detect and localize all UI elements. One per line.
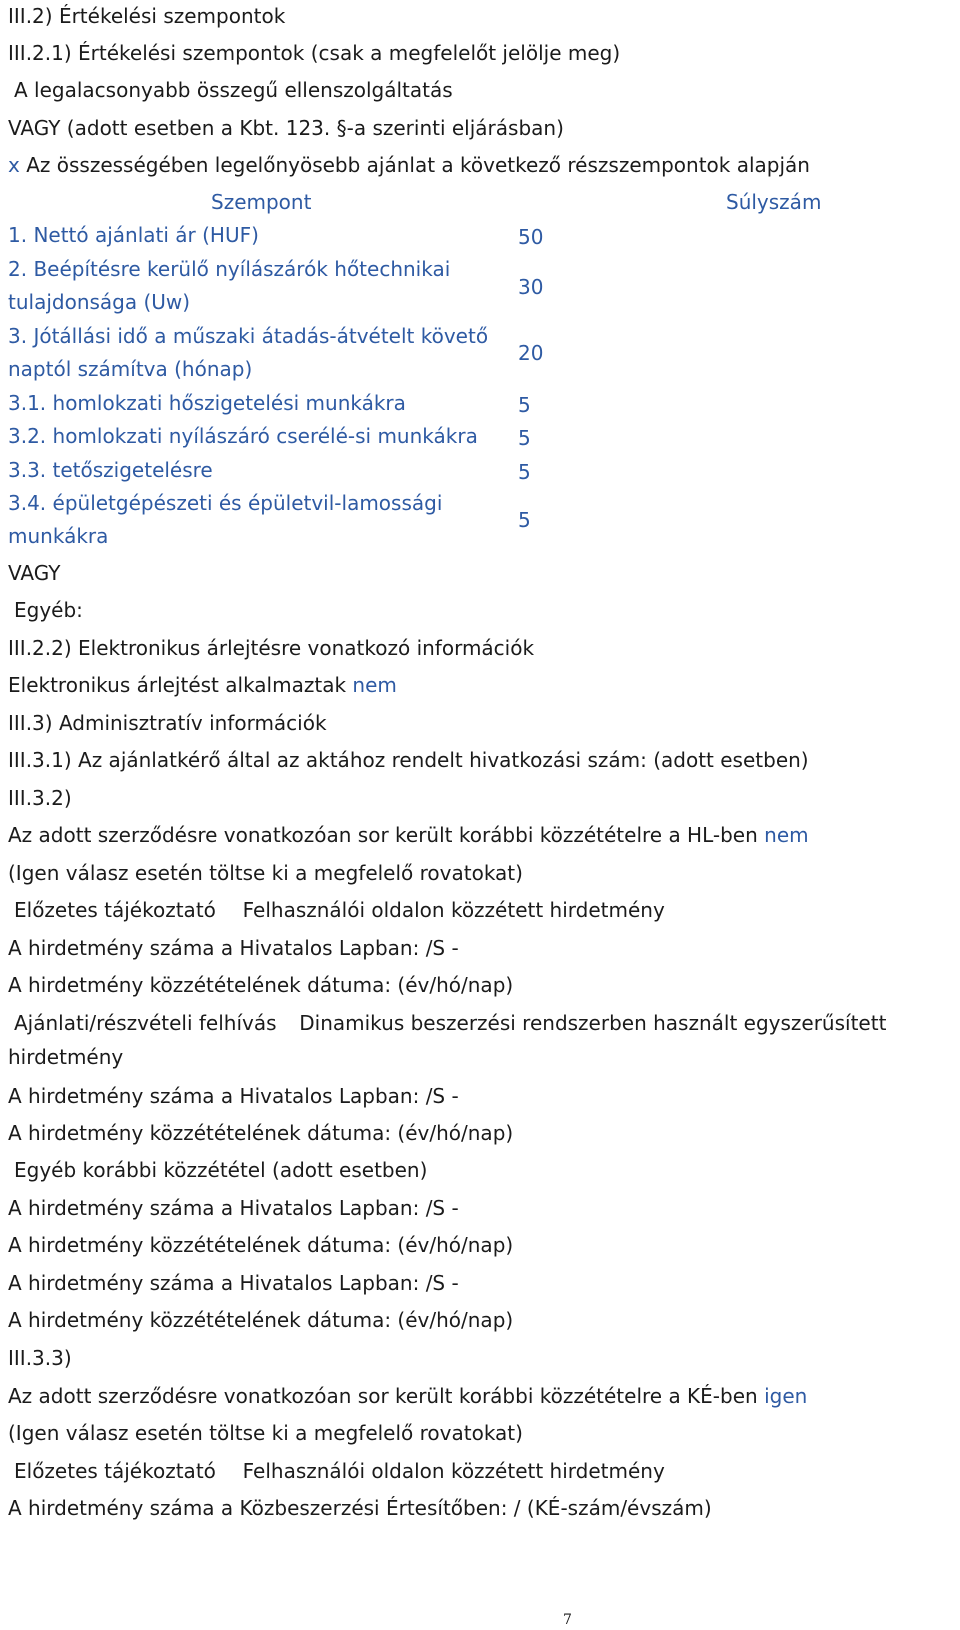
- hl-notice-number-4: A hirdetmény száma a Hivatalos Lapban: /S -: [8, 1271, 459, 1295]
- section-title: III.2) Értékelési szempontok: [8, 4, 286, 28]
- hl-notice-date-2: A hirdetmény közzétételének dátuma: (év/hó/nap): [8, 1121, 514, 1145]
- criteria-row-weight: 5: [518, 426, 531, 450]
- criteria-row-label: 2. Beépítésre kerülő nyílászárók hőtechnikai: [8, 257, 451, 281]
- hl-notice-date-4: A hirdetmény közzétételének dátuma: (év/hó/nap): [8, 1308, 514, 1332]
- criteria-header-weight: Súlyszám: [726, 190, 822, 214]
- ke-opt-prior-info: Előzetes tájékoztató: [14, 1459, 216, 1483]
- criteria-row-label-cont: tulajdonsága (Uw): [8, 290, 191, 314]
- other-label: Egyéb:: [14, 598, 83, 622]
- hl-answer: nem: [764, 823, 809, 847]
- page-number: 7: [563, 1612, 572, 1628]
- reference-number-line: III.3.1) Az ajánlatkérő által az aktához rendelt hivatkozási szám: (adott esetben): [8, 748, 809, 772]
- option-or-kbt: VAGY (adott esetben a Kbt. 123. §-a szerinti eljárásban): [8, 116, 564, 140]
- criteria-header-criterion: Szempont: [211, 190, 312, 214]
- criteria-row-label-cont: naptól számítva (hónap): [8, 357, 253, 381]
- option-checkmark: x: [8, 153, 20, 177]
- criteria-row-label: 3.1. homlokzati hőszigetelési munkákra: [8, 391, 406, 415]
- option-lowest-price: A legalacsonyabb összegű ellenszolgáltatás: [14, 78, 453, 102]
- hl-notice-number: A hirdetmény száma a Hivatalos Lapban: /S -: [8, 936, 459, 960]
- eauction-line: [8, 673, 397, 697]
- ke-question-text: Az adott szerződésre vonatkozóan sor került korábbi közzétételre a KÉ-ben: [8, 1384, 758, 1408]
- hl-opt-prior-info: Előzetes tájékoztató: [14, 898, 216, 922]
- ke-options-row: [14, 1459, 665, 1483]
- criteria-row-weight: 5: [518, 508, 531, 532]
- criteria-row-label: 1. Nettó ajánlati ár (HUF): [8, 223, 259, 247]
- criteria-row-label-cont: munkákra: [8, 524, 109, 548]
- hl-options-row-2: [14, 1011, 886, 1035]
- ke-opt-buyer-profile: Felhasználói oldalon közzétett hirdetmény: [242, 1459, 665, 1483]
- option-best-value: [8, 153, 810, 177]
- eauction-value: nem: [352, 673, 397, 697]
- criteria-row-weight: 20: [518, 341, 544, 365]
- eauction-text: Elektronikus árlejtést alkalmaztak: [8, 673, 347, 697]
- or-label: VAGY: [8, 561, 61, 585]
- criteria-row-weight: 5: [518, 393, 531, 417]
- hl-hint: (Igen válasz esetén töltse ki a megfelelő rovatokat): [8, 861, 523, 885]
- criteria-row-label: 3.3. tetőszigetelésre: [8, 458, 213, 482]
- section-3-3-2-code: III.3.2): [8, 786, 72, 810]
- option-best-value-label: Az összességében legelőnyösebb ajánlat a következő részszempontok alapján: [26, 153, 810, 177]
- ke-notice-number: A hirdetmény száma a Közbeszerzési Értesítőben: / (KÉ-szám/évszám): [8, 1496, 712, 1520]
- criteria-row-label: 3. Jótállási idő a műszaki átadás-átvételt követő: [8, 324, 489, 348]
- section-3-3-3-question: [8, 1384, 807, 1408]
- eauction-title: III.2.2) Elektronikus árlejtésre vonatkozó információk: [8, 636, 535, 660]
- hl-options-row: [14, 898, 665, 922]
- hl-opt-buyer-profile: Felhasználói oldalon közzétett hirdetmény: [242, 898, 665, 922]
- hl-opt-dps-cont: hirdetmény: [8, 1045, 124, 1069]
- ke-answer: igen: [764, 1384, 808, 1408]
- criteria-intro: III.2.1) Értékelési szempontok (csak a megfelelőt jelölje meg): [8, 41, 621, 65]
- admin-title: III.3) Adminisztratív információk: [8, 711, 327, 735]
- hl-opt-dps: Dinamikus beszerzési rendszerben használt egyszerűsített: [299, 1011, 887, 1035]
- hl-notice-date: A hirdetmény közzétételének dátuma: (év/hó/nap): [8, 973, 514, 997]
- hl-notice-number-2: A hirdetmény száma a Hivatalos Lapban: /S -: [8, 1084, 459, 1108]
- criteria-row-label: 3.2. homlokzati nyílászáró cserélé-si munkákra: [8, 424, 478, 448]
- criteria-row-label: 3.4. épületgépészeti és épületvil-lamossági: [8, 491, 443, 515]
- ke-hint: (Igen válasz esetén töltse ki a megfelelő rovatokat): [8, 1421, 523, 1445]
- criteria-row-weight: 50: [518, 225, 544, 249]
- criteria-row-weight: 30: [518, 275, 544, 299]
- hl-opt-other: Egyéb korábbi közzététel (adott esetben): [14, 1158, 428, 1182]
- hl-opt-call: Ajánlati/részvételi felhívás: [14, 1011, 277, 1035]
- hl-notice-number-3: A hirdetmény száma a Hivatalos Lapban: /S -: [8, 1196, 459, 1220]
- hl-notice-date-3: A hirdetmény közzétételének dátuma: (év/hó/nap): [8, 1233, 514, 1257]
- criteria-row-weight: 5: [518, 460, 531, 484]
- hl-question-text: Az adott szerződésre vonatkozóan sor került korábbi közzétételre a HL-ben: [8, 823, 758, 847]
- section-3-3-3-code: III.3.3): [8, 1346, 72, 1370]
- section-3-3-2-question: [8, 823, 809, 847]
